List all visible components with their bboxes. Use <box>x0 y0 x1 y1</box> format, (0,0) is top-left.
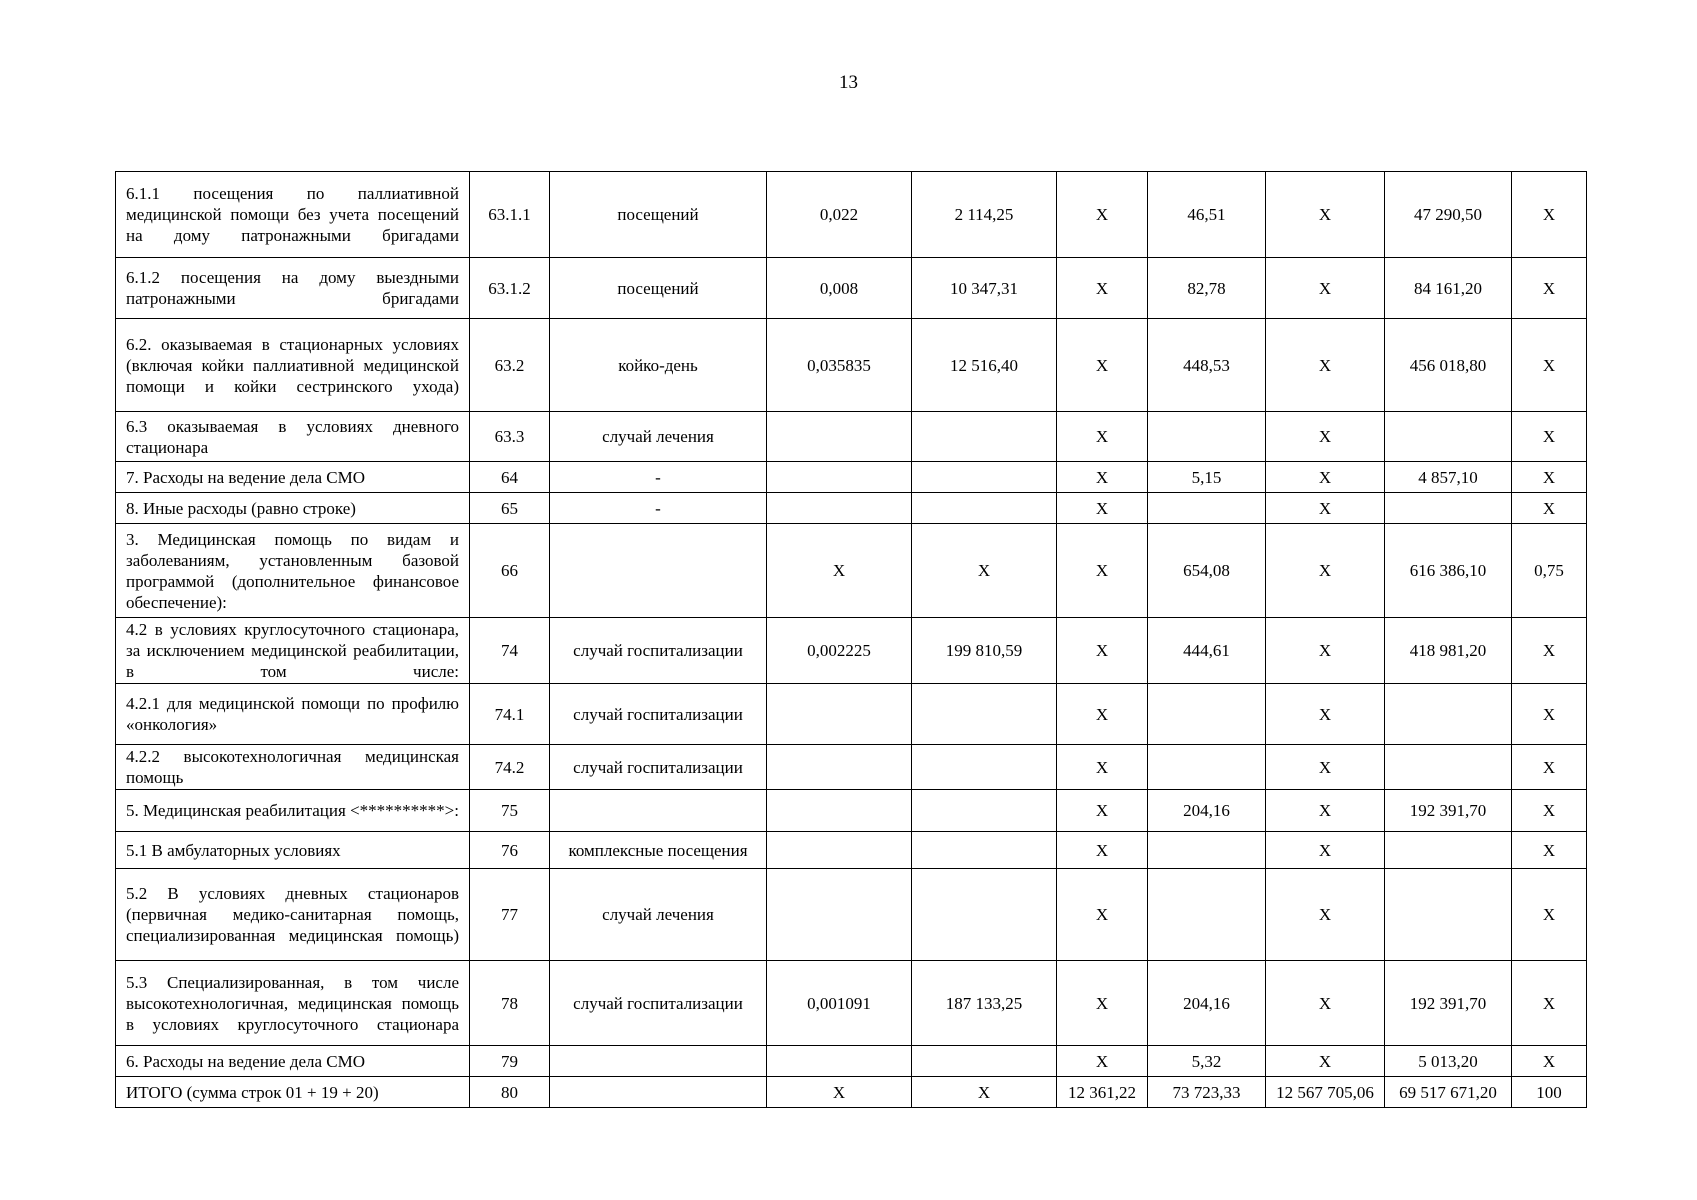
table-row <box>116 412 1587 462</box>
row-name-cell: 4.2 в условиях круглосуточного стационара, за исключением медицинской реабилитации, в том числе: <box>116 618 470 684</box>
unit-cell: случай лечения <box>550 412 767 462</box>
value-cell-col10: X <box>1512 745 1587 790</box>
value-cell-col10: X <box>1512 869 1587 961</box>
page-number: 13 <box>839 72 858 93</box>
value-cell-col5 <box>912 790 1057 832</box>
value-cell-col7: 5,15 <box>1148 462 1266 493</box>
value-cell-col7: 73 723,33 <box>1148 1077 1266 1108</box>
value-cell-col8: X <box>1266 790 1385 832</box>
value-cell-col4: 0,001091 <box>767 961 912 1046</box>
value-cell-col7: 444,61 <box>1148 618 1266 684</box>
value-cell-col4: X <box>767 1077 912 1108</box>
value-cell-col8: X <box>1266 684 1385 745</box>
value-cell-col6: X <box>1057 832 1148 869</box>
row-code-cell: 66 <box>470 524 550 618</box>
row-code-cell: 80 <box>470 1077 550 1108</box>
row-name-cell: 6.2. оказываемая в стационарных условиях (включая койки паллиативной медицинской помощи и койки сестринского ухода) <box>116 319 470 412</box>
value-cell-col6: X <box>1057 258 1148 319</box>
row-code-cell: 74 <box>470 618 550 684</box>
value-cell-col9: 192 391,70 <box>1385 790 1512 832</box>
table-row <box>116 462 1587 493</box>
row-name-cell: 6.1.1 посещения по паллиативной медицинской помощи без учета посещений на дому патронажными бригадами <box>116 172 470 258</box>
value-cell-col4 <box>767 869 912 961</box>
value-cell-col10: X <box>1512 790 1587 832</box>
value-cell-col4 <box>767 462 912 493</box>
value-cell-col7: 204,16 <box>1148 961 1266 1046</box>
value-cell-col9: 47 290,50 <box>1385 172 1512 258</box>
row-name-cell: 6. Расходы на ведение дела СМО <box>116 1046 470 1077</box>
value-cell-col9 <box>1385 832 1512 869</box>
value-cell-col10: X <box>1512 961 1587 1046</box>
row-code-cell: 63.3 <box>470 412 550 462</box>
row-code-cell: 63.1.1 <box>470 172 550 258</box>
unit-cell: комплексные посещения <box>550 832 767 869</box>
unit-cell: случай госпитализации <box>550 684 767 745</box>
table-row <box>116 172 1587 258</box>
value-cell-col9 <box>1385 412 1512 462</box>
value-cell-col4: 0,008 <box>767 258 912 319</box>
row-name-cell: 6.1.2 посещения на дому выездными патронажными бригадами <box>116 258 470 319</box>
row-code-cell: 78 <box>470 961 550 1046</box>
value-cell-col9 <box>1385 684 1512 745</box>
value-cell-col7 <box>1148 869 1266 961</box>
unit-cell: - <box>550 493 767 524</box>
value-cell-col5 <box>912 493 1057 524</box>
table-row <box>116 319 1587 412</box>
value-cell-col8: X <box>1266 462 1385 493</box>
value-cell-col6: X <box>1057 462 1148 493</box>
value-cell-col7: 448,53 <box>1148 319 1266 412</box>
value-cell-col5: 199 810,59 <box>912 618 1057 684</box>
value-cell-col5: X <box>912 524 1057 618</box>
value-cell-col8: X <box>1266 172 1385 258</box>
row-name-cell: 4.2.1 для медицинской помощи по профилю «онкология» <box>116 684 470 745</box>
value-cell-col5 <box>912 1046 1057 1077</box>
value-cell-col4 <box>767 790 912 832</box>
value-cell-col9 <box>1385 869 1512 961</box>
value-cell-col9: 84 161,20 <box>1385 258 1512 319</box>
row-name-cell: 7. Расходы на ведение дела СМО <box>116 462 470 493</box>
row-name-cell: 5.2 В условиях дневных стационаров (первичная медико-санитарная помощь, специализированная медицинская помощь) <box>116 869 470 961</box>
row-name-cell: 5.3 Специализированная, в том числе высокотехнологичная, медицинская помощь в условиях круглосуточного стационара <box>116 961 470 1046</box>
value-cell-col6: X <box>1057 524 1148 618</box>
value-cell-col5 <box>912 412 1057 462</box>
row-name-cell: 8. Иные расходы (равно строке) <box>116 493 470 524</box>
row-name-cell: 4.2.2 высокотехнологичная медицинская помощь <box>116 745 470 790</box>
unit-cell: посещений <box>550 258 767 319</box>
value-cell-col8: X <box>1266 412 1385 462</box>
value-cell-col9: 616 386,10 <box>1385 524 1512 618</box>
value-cell-col7: 46,51 <box>1148 172 1266 258</box>
value-cell-col10: X <box>1512 258 1587 319</box>
unit-cell: посещений <box>550 172 767 258</box>
value-cell-col7: 204,16 <box>1148 790 1266 832</box>
unit-cell <box>550 1046 767 1077</box>
value-cell-col8: X <box>1266 258 1385 319</box>
value-cell-col7 <box>1148 493 1266 524</box>
value-cell-col6: X <box>1057 172 1148 258</box>
value-cell-col4: 0,002225 <box>767 618 912 684</box>
value-cell-col9: 4 857,10 <box>1385 462 1512 493</box>
value-cell-col5 <box>912 745 1057 790</box>
row-name-cell: 6.3 оказываемая в условиях дневного стационара <box>116 412 470 462</box>
value-cell-col8: X <box>1266 961 1385 1046</box>
row-code-cell: 76 <box>470 832 550 869</box>
value-cell-col6: X <box>1057 790 1148 832</box>
value-cell-col4: X <box>767 524 912 618</box>
row-code-cell: 63.2 <box>470 319 550 412</box>
value-cell-col8: X <box>1266 832 1385 869</box>
table-row <box>116 961 1587 1046</box>
value-cell-col10: X <box>1512 172 1587 258</box>
value-cell-col4: 0,022 <box>767 172 912 258</box>
table-body <box>116 172 1587 1108</box>
value-cell-col6: X <box>1057 684 1148 745</box>
unit-cell: случай госпитализации <box>550 745 767 790</box>
table-row <box>116 745 1587 790</box>
row-name-cell: ИТОГО (сумма строк 01 + 19 + 20) <box>116 1077 470 1108</box>
value-cell-col10: 100 <box>1512 1077 1587 1108</box>
financial-table <box>115 171 1587 1108</box>
value-cell-col10: X <box>1512 493 1587 524</box>
value-cell-col10: X <box>1512 412 1587 462</box>
table-row <box>116 684 1587 745</box>
value-cell-col10: X <box>1512 618 1587 684</box>
value-cell-col8: X <box>1266 319 1385 412</box>
value-cell-col6: X <box>1057 745 1148 790</box>
table-row <box>116 869 1587 961</box>
value-cell-col10: 0,75 <box>1512 524 1587 618</box>
value-cell-col8: X <box>1266 869 1385 961</box>
table-row <box>116 493 1587 524</box>
table-row <box>116 524 1587 618</box>
value-cell-col7: 82,78 <box>1148 258 1266 319</box>
value-cell-col9: 418 981,20 <box>1385 618 1512 684</box>
value-cell-col8: X <box>1266 618 1385 684</box>
unit-cell: койко-день <box>550 319 767 412</box>
value-cell-col7 <box>1148 745 1266 790</box>
unit-cell: - <box>550 462 767 493</box>
value-cell-col7 <box>1148 412 1266 462</box>
value-cell-col5 <box>912 684 1057 745</box>
value-cell-col8: X <box>1266 745 1385 790</box>
row-code-cell: 74.1 <box>470 684 550 745</box>
unit-cell <box>550 790 767 832</box>
table-row <box>116 258 1587 319</box>
value-cell-col5: 12 516,40 <box>912 319 1057 412</box>
row-code-cell: 64 <box>470 462 550 493</box>
value-cell-col4 <box>767 412 912 462</box>
value-cell-col6: X <box>1057 961 1148 1046</box>
value-cell-col4: 0,035835 <box>767 319 912 412</box>
value-cell-col9 <box>1385 745 1512 790</box>
unit-cell <box>550 1077 767 1108</box>
value-cell-col10: X <box>1512 462 1587 493</box>
table-row <box>116 832 1587 869</box>
row-name-cell: 3. Медицинская помощь по видам и заболеваниям, установленным базовой программой (дополнительное финансовое обеспечение): <box>116 524 470 618</box>
value-cell-col9: 5 013,20 <box>1385 1046 1512 1077</box>
value-cell-col9: 69 517 671,20 <box>1385 1077 1512 1108</box>
value-cell-col9 <box>1385 493 1512 524</box>
value-cell-col8: X <box>1266 524 1385 618</box>
value-cell-col6: 12 361,22 <box>1057 1077 1148 1108</box>
value-cell-col6: X <box>1057 412 1148 462</box>
table-row <box>116 1046 1587 1077</box>
value-cell-col9: 456 018,80 <box>1385 319 1512 412</box>
row-name-cell: 5. Медицинская реабилитация <**********>: <box>116 790 470 832</box>
value-cell-col5 <box>912 832 1057 869</box>
value-cell-col6: X <box>1057 869 1148 961</box>
value-cell-col4 <box>767 745 912 790</box>
value-cell-col5: X <box>912 1077 1057 1108</box>
value-cell-col6: X <box>1057 1046 1148 1077</box>
value-cell-col8: X <box>1266 1046 1385 1077</box>
value-cell-col10: X <box>1512 319 1587 412</box>
row-code-cell: 75 <box>470 790 550 832</box>
table-row <box>116 618 1587 684</box>
unit-cell: случай госпитализации <box>550 961 767 1046</box>
value-cell-col5: 10 347,31 <box>912 258 1057 319</box>
value-cell-col6: X <box>1057 319 1148 412</box>
row-code-cell: 79 <box>470 1046 550 1077</box>
value-cell-col9: 192 391,70 <box>1385 961 1512 1046</box>
value-cell-col10: X <box>1512 832 1587 869</box>
value-cell-col6: X <box>1057 618 1148 684</box>
value-cell-col7 <box>1148 684 1266 745</box>
row-code-cell: 63.1.2 <box>470 258 550 319</box>
unit-cell: случай лечения <box>550 869 767 961</box>
unit-cell: случай госпитализации <box>550 618 767 684</box>
value-cell-col5 <box>912 869 1057 961</box>
value-cell-col10: X <box>1512 1046 1587 1077</box>
value-cell-col5 <box>912 462 1057 493</box>
value-cell-col8: X <box>1266 493 1385 524</box>
value-cell-col7 <box>1148 832 1266 869</box>
row-code-cell: 65 <box>470 493 550 524</box>
row-code-cell: 77 <box>470 869 550 961</box>
value-cell-col4 <box>767 493 912 524</box>
value-cell-col10: X <box>1512 684 1587 745</box>
value-cell-col5: 2 114,25 <box>912 172 1057 258</box>
value-cell-col4 <box>767 684 912 745</box>
value-cell-col7: 5,32 <box>1148 1046 1266 1077</box>
value-cell-col6: X <box>1057 493 1148 524</box>
table-row <box>116 790 1587 832</box>
table-row <box>116 1077 1587 1108</box>
value-cell-col8: 12 567 705,06 <box>1266 1077 1385 1108</box>
value-cell-col4 <box>767 832 912 869</box>
row-code-cell: 74.2 <box>470 745 550 790</box>
row-name-cell: 5.1 В амбулаторных условиях <box>116 832 470 869</box>
unit-cell <box>550 524 767 618</box>
value-cell-col5: 187 133,25 <box>912 961 1057 1046</box>
value-cell-col7: 654,08 <box>1148 524 1266 618</box>
value-cell-col4 <box>767 1046 912 1077</box>
